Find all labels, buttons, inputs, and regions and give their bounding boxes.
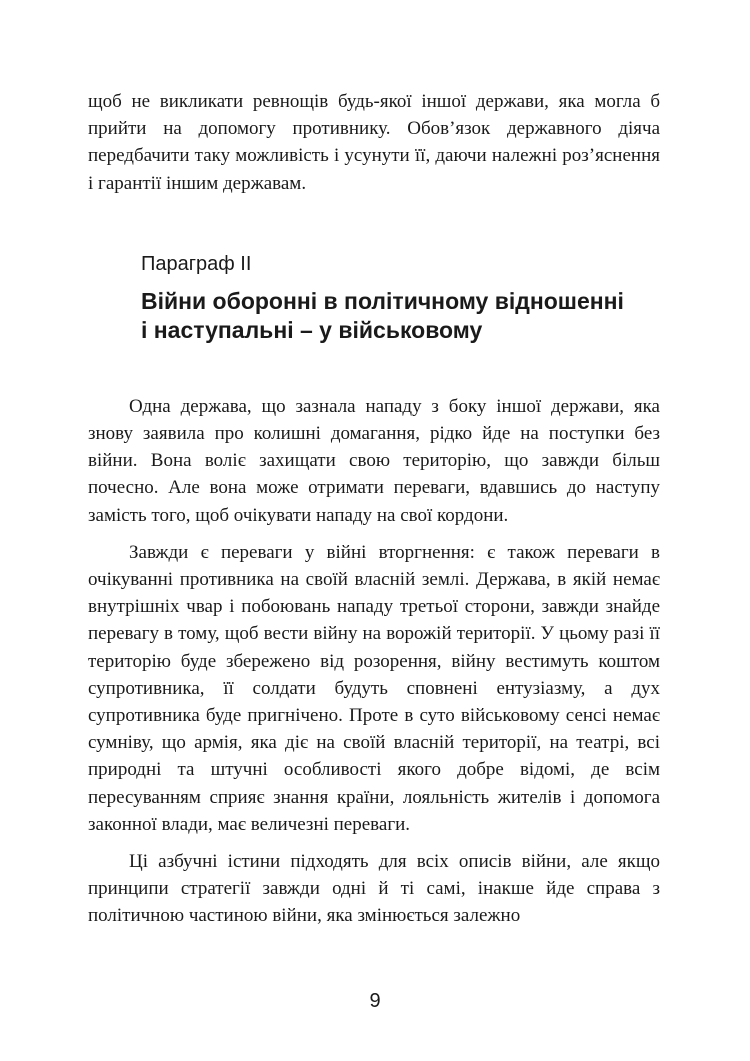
section-title-line-1: Війни оборонні в політичному відношенні <box>141 287 624 314</box>
page-number: 9 <box>369 990 381 1012</box>
body-paragraph: Завжди є переваги у війні вторгнення: є також переваги в очікуванні противника на своїй власній землі. Держава, в якій немає внутрішніх чвар і побоювань нападу третьої сторони, завжди знайде перевагу в тому, щоб вести війну на ворожій території. У цьому разі її територію буде збережено від розорення, війну вестимуть коштом супротивника, її солдати будуть сповнені ентузіазму, а дух супротивника буде пригнічено. Проте в суто військовому сенсі немає сумніву, що армія, яка діє на своїй власній території, на театрі, всі природні та штучні особливості якого добре відомі, де всім пересуванням сприяє знання країни, лояльність жителів і допомога законної влади, має величезні переваги. <box>88 541 660 835</box>
page-body <box>88 88 660 930</box>
intro-paragraph: щоб не викликати ревнощів будь-якої іншої держави, яка могла б прийти на допомогу противнику. Обов’язок державного діяча передбачити таку можливість і усунути її, даючи належні роз’яснення і гарантії іншим державам. <box>88 91 660 194</box>
body-paragraph: Одна держава, що зазнала нападу з боку іншої держави, яка знову заявила про колишні домагання, рідко йде на поступки без війни. Вона воліє захищати свою територію, що завжди більш почесно. Але вона може отримати переваги, вдавшись до наступу замість того, щоб очікувати нападу на свої кордони. <box>88 395 660 526</box>
section-label: Параграф II <box>141 252 252 275</box>
body-paragraph: Ці азбучні істини підходять для всіх описів війни, але якщо принципи стратегії завжди одні й ті самі, інакше йде справа з політичною частиною війни, яка змінюється залежно <box>88 851 660 927</box>
section-title <box>141 287 660 345</box>
section-heading <box>141 251 660 345</box>
section-title-line-2: і наступальні – у військовому <box>141 316 483 343</box>
